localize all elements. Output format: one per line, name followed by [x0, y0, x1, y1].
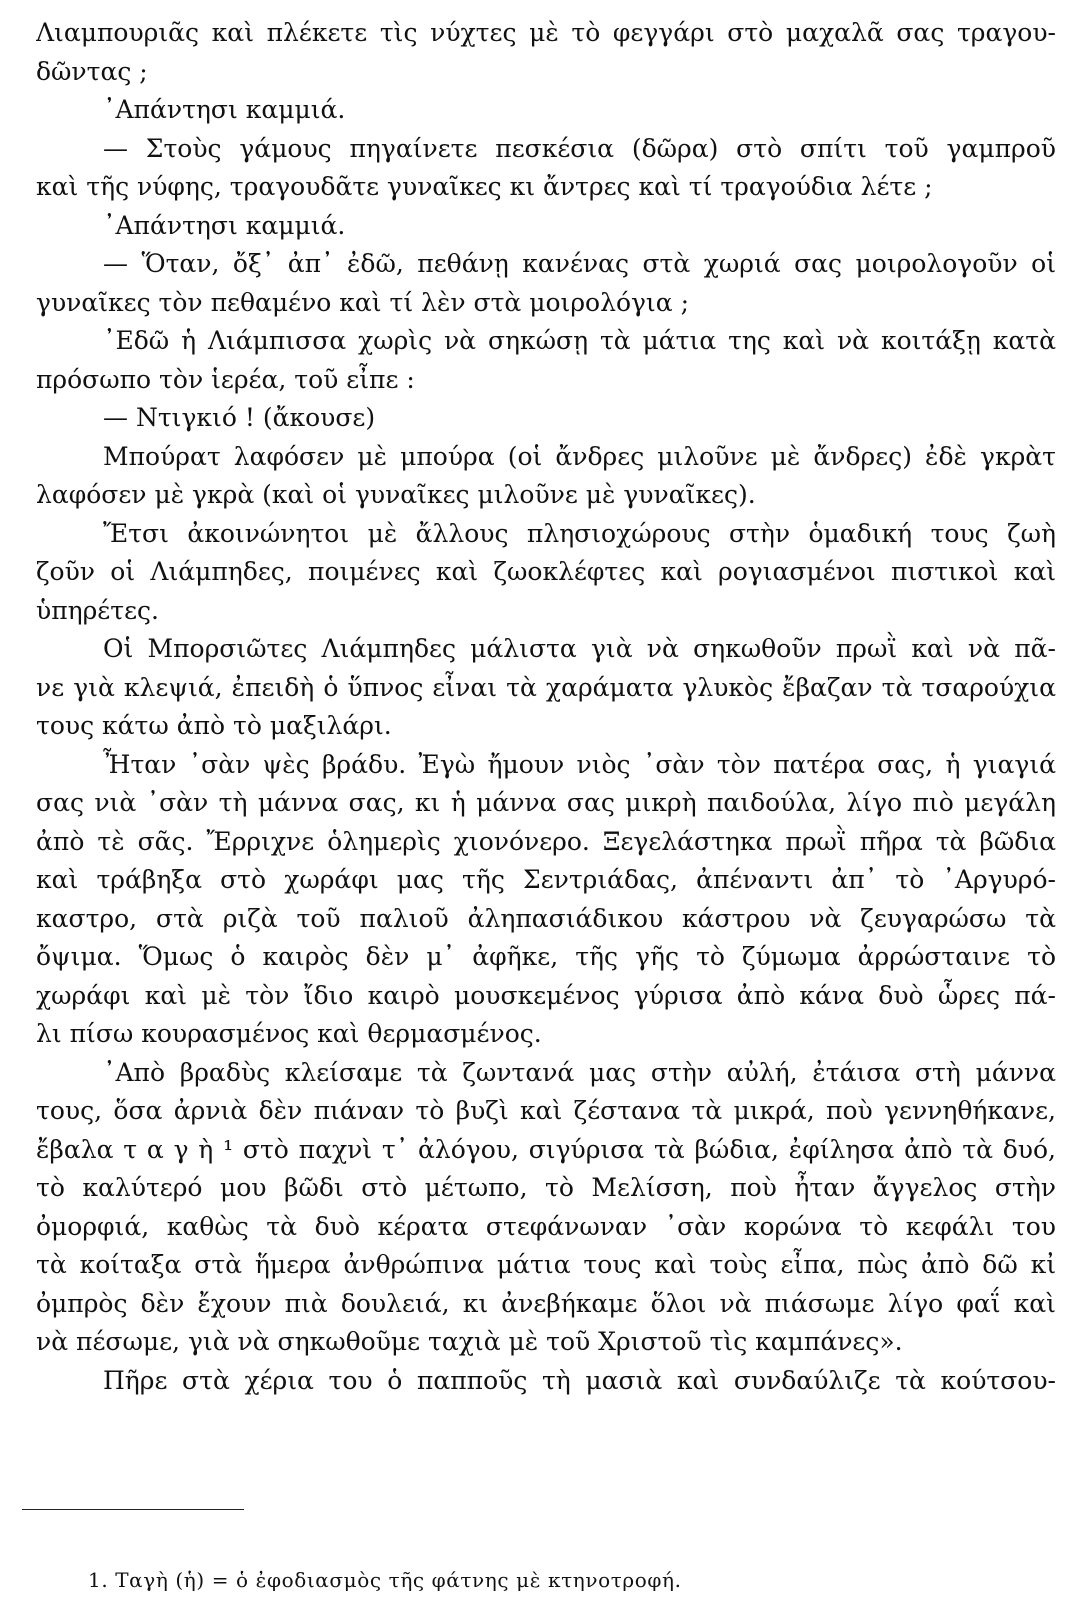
text-line: Πῆρε στὰ χέρια του ὁ παπποῦς τὴ μασιὰ καὶ συνδαύλιζε τὰ κούτσου-	[103, 1365, 1056, 1395]
text-line: ὀμορφιά, καθὼς τὰ δυὸ κέρατα στεφάνωναν ᾿σὰν κορώνα τὸ κεφάλι του	[36, 1211, 1056, 1241]
text-line: λαφόσεν μὲ γκρὰ (καὶ οἱ γυναῖκες μιλοῦνε μὲ γυναῖκες).	[36, 480, 756, 509]
text-line: ἔβαλα τ α γ ὴ ¹ στὸ παχνὶ τ᾿ ἀλόγου, σιγύρισα τὰ βώδια, ἐφίλησα ἀπὸ τὰ δυό,	[36, 1134, 1056, 1164]
text-line: Ἦταν ᾿σὰν ψὲς βράδυ. Ἐγὼ ἤμουν νιὸς ᾿σὰν τὸν πατέρα σας, ἡ γιαγιά	[103, 749, 1056, 779]
body-text	[36, 14, 1056, 1400]
text-line: λι πίσω κουρασμένος καὶ θερμασμένος.	[36, 1019, 542, 1048]
text-line: τους, ὅσα ἀρνιὰ δὲν πιάναν τὸ βυζὶ καὶ ζέστανα τὰ μικρά, ποὺ γεννηθήκανε,	[36, 1096, 1056, 1125]
text-line: ᾿Απάντησι καμμιά.	[103, 210, 346, 240]
text-line: πρόσωπο τὸν ἱερέα, τοῦ εἶπε :	[36, 364, 415, 394]
text-line: καστρο, στὰ ριζὰ τοῦ παλιοῦ ἀληπασιάδικου κάστρου νὰ ζευγαρώσω τὰ	[36, 903, 1056, 933]
text-line: — Στοὺς γάμους πηγαίνετε πεσκέσια (δῶρα) στὸ σπίτι τοῦ γαμπροῦ	[103, 133, 1056, 163]
text-line: ὄψιμα. Ὅμως ὁ καιρὸς δὲν μ᾿ ἀφῆκε, τῆς γῆς τὸ ζύμωμα ἀρρώσταινε τὸ	[36, 942, 1056, 971]
text-line: — Ὅταν, ὄξ᾿ ἀπ᾿ ἐδῶ, πεθάνῃ κανένας στὰ χωριά σας μοιρολογοῦν οἱ	[103, 249, 1056, 278]
text-line: δῶντας ;	[36, 56, 148, 86]
text-line: ὑπηρέτες.	[36, 595, 159, 625]
text-line: τους κάτω ἀπὸ τὸ μαξιλάρι.	[36, 711, 392, 740]
text-line: ὀμπρὸς δὲν ἔχουν πιὰ δουλειά, κι ἀνεβήκαμε ὅλοι νὰ πιάσωμε λίγο φαΐ καὶ	[36, 1288, 1056, 1318]
text-line: χωράφι καὶ μὲ τὸν ἴδιο καιρὸ μουσκεμένος γύρισα ἀπὸ κάνα δυὸ ὧρες πά-	[36, 980, 1056, 1010]
text-line: — Ντιγκιό ! (ἄκουσε)	[103, 403, 376, 432]
text-line: ᾿Απὸ βραδὺς κλείσαμε τὰ ζωντανά μας στὴν αὐλή, ἐτάισα στὴ μάννα	[103, 1057, 1056, 1087]
text-line: καὶ τῆς νύφης, τραγουδᾶτε γυναῖκες κι ἄντρες καὶ τί τραγούδια λέτε ;	[36, 172, 933, 201]
text-line: Ἔτσι ἀκοινώνητοι μὲ ἄλλους πλησιοχώρους στὴν ὁμαδική τους ζωὴ	[103, 518, 1056, 548]
text-line: Λιαμπουριᾶς καὶ πλέκετε τὶς νύχτες μὲ τὸ φεγγάρι στὸ μαχαλᾶ σας τραγου-	[36, 18, 1056, 47]
text-line: τὸ καλύτερό μου βῶδι στὸ μέτωπο, τὸ Μελίσση, ποὺ ἦταν ἄγγελος στὴν	[36, 1173, 1056, 1202]
footnote: 1. Ταγὴ (ἡ) = ὁ ἐφοδιασμὸς τῆς φάτνης μὲ κτηνοτροφή.	[88, 1568, 682, 1592]
footnote-divider	[22, 1509, 244, 1510]
text-line: ᾿Απάντησι καμμιά.	[103, 95, 346, 124]
text-line: καὶ τράβηξα στὸ χωράφι μας τῆς Σεντριάδας, ἀπέναντι ἀπ᾿ τὸ ᾿Αργυρό-	[36, 865, 1056, 894]
text-line: Μπούρατ λαφόσεν μὲ μπούρα (οἱ ἄνδρες μιλοῦνε μὲ ἄνδρες) ἐδὲ γκρὰτ	[103, 441, 1056, 471]
text-line: γυναῖκες τὸν πεθαμένο καὶ τί λὲν στὰ μοιρολόγια ;	[36, 287, 689, 317]
text-line: νε γιὰ κλεψιά, ἐπειδὴ ὁ ὕπνος εἶναι τὰ χαράματα γλυκὸς ἔβαζαν τὰ τσαρούχια	[36, 672, 1056, 702]
text-line: νὰ πέσωμε, γιὰ νὰ σηκωθοῦμε ταχιὰ μὲ τοῦ Χριστοῦ τὶς καμπάνες».	[36, 1327, 903, 1356]
text-line: τὰ κοίταξα στὰ ἥμερα ἀνθρώπινα μάτια τους καὶ τοὺς εἶπα, πὼς ἀπὸ δῶ κἰ	[36, 1250, 1056, 1279]
text-line: Οἱ Μπορσιῶτες Λιάμπηδες μάλιστα γιὰ νὰ σηκωθοῦν πρωῒ καὶ νὰ πᾶ-	[103, 634, 1056, 663]
text-line: ἀπὸ τὲ σᾶς. Ἔρριχνε ὁλημερὶς χιονόνερο. Ξεγελάστηκα πρωῒ πῆρα τὰ βῶδια	[36, 826, 1056, 856]
text-line: σας νιὰ ᾿σὰν τὴ μάννα σας, κι ἡ μάννα σας μικρὴ παιδούλα, λίγο πιὸ μεγάλη	[36, 788, 1056, 817]
text-line: ᾿Εδῶ ἡ Λιάμπισσα χωρὶς νὰ σηκώσῃ τὰ μάτια της καὶ νὰ κοιτάξῃ κατὰ	[103, 326, 1056, 355]
text-line: ζοῦν οἱ Λιάμπηδες, ποιμένες καὶ ζωοκλέφτες καὶ ρογιασμένοι πιστικοὶ καὶ	[36, 557, 1056, 586]
